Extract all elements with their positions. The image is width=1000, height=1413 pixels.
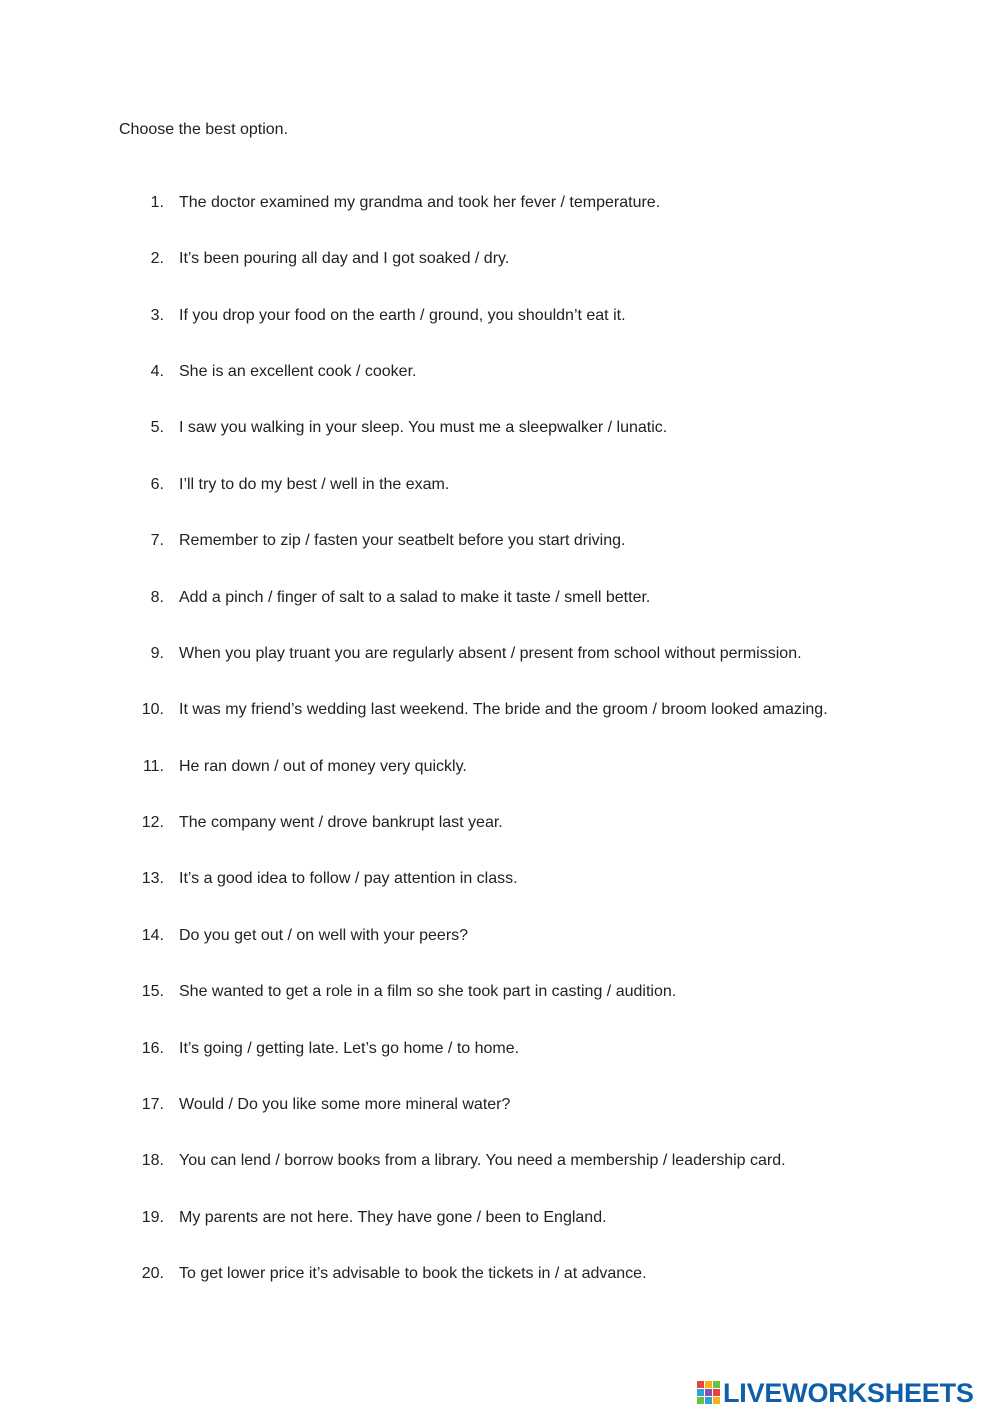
question-text: I saw you walking in your sleep. You must me a sleepwalker / lunatic. xyxy=(179,419,668,436)
question-item xyxy=(0,642,1000,666)
question-item xyxy=(0,416,1000,440)
question-text: Would / Do you like some more mineral water? xyxy=(179,1096,511,1113)
question-number: 4. xyxy=(150,363,164,380)
question-number: 14. xyxy=(141,927,164,944)
question-text: He ran down / out of money very quickly. xyxy=(179,758,467,775)
question-number: 10. xyxy=(141,701,164,718)
question-text: My parents are not here. They have gone / been to England. xyxy=(179,1209,607,1226)
question-item xyxy=(0,473,1000,497)
question-item xyxy=(0,1262,1000,1286)
liveworksheets-logo-text: LIVEWORKSHEETS xyxy=(723,1378,974,1408)
question-text: Add a pinch / finger of salt to a salad to make it taste / smell better. xyxy=(179,589,651,606)
question-number: 16. xyxy=(141,1040,164,1057)
question-number: 3. xyxy=(150,307,164,324)
question-number: 5. xyxy=(150,419,164,436)
question-text: When you play truant you are regularly absent / present from school without permission. xyxy=(179,645,802,662)
question-number: 13. xyxy=(141,870,164,887)
question-item xyxy=(0,755,1000,779)
question-number: 9. xyxy=(150,645,164,662)
question-number: 2. xyxy=(150,250,164,267)
instruction-text: Choose the best option. xyxy=(119,121,289,138)
question-text: To get lower price it’s advisable to book the tickets in / at advance. xyxy=(179,1265,647,1282)
question-number: 15. xyxy=(141,983,164,1000)
question-item xyxy=(0,247,1000,271)
question-text: Remember to zip / fasten your seatbelt before you start driving. xyxy=(179,532,626,549)
question-number: 11. xyxy=(142,758,164,775)
question-number: 8. xyxy=(150,589,164,606)
question-text: I’ll try to do my best / well in the exam. xyxy=(179,476,450,493)
question-number: 18. xyxy=(141,1152,164,1169)
question-number: 12. xyxy=(141,814,164,831)
question-item xyxy=(0,867,1000,891)
question-text: It’s a good idea to follow / pay attention in class. xyxy=(179,870,518,887)
question-item xyxy=(0,304,1000,328)
liveworksheets-logo xyxy=(697,1378,993,1408)
question-text: The doctor examined my grandma and took her fever / temperature. xyxy=(179,194,661,211)
question-number: 6. xyxy=(150,476,164,493)
question-text: The company went / drove bankrupt last year. xyxy=(179,814,503,831)
question-item xyxy=(0,980,1000,1004)
question-text: She is an excellent cook / cooker. xyxy=(179,363,417,380)
question-item xyxy=(0,529,1000,553)
liveworksheets-logo-icon xyxy=(697,1381,721,1405)
question-number: 7. xyxy=(150,532,164,549)
question-text: You can lend / borrow books from a library. You need a membership / leadership card. xyxy=(179,1152,786,1169)
question-item xyxy=(0,811,1000,835)
question-item xyxy=(0,924,1000,948)
question-text: Do you get out / on well with your peers? xyxy=(179,927,469,944)
question-number: 19. xyxy=(141,1209,164,1226)
question-text: She wanted to get a role in a film so she took part in casting / audition. xyxy=(179,983,677,1000)
question-text: It was my friend’s wedding last weekend. The bride and the groom / broom looked amazing. xyxy=(179,701,828,718)
question-text: It’s going / getting late. Let’s go home / to home. xyxy=(179,1040,520,1057)
question-number: 1. xyxy=(150,194,164,211)
question-item xyxy=(0,191,1000,215)
question-text: It’s been pouring all day and I got soaked / dry. xyxy=(179,250,510,267)
question-item xyxy=(0,1149,1000,1173)
question-item xyxy=(0,1093,1000,1117)
question-number: 17. xyxy=(141,1096,164,1113)
question-item xyxy=(0,1206,1000,1230)
question-item xyxy=(0,360,1000,384)
question-item xyxy=(0,1037,1000,1061)
question-number: 20. xyxy=(141,1265,164,1282)
question-item xyxy=(0,586,1000,610)
question-text: If you drop your food on the earth / ground, you shouldn’t eat it. xyxy=(179,307,626,324)
question-item xyxy=(0,698,1000,722)
